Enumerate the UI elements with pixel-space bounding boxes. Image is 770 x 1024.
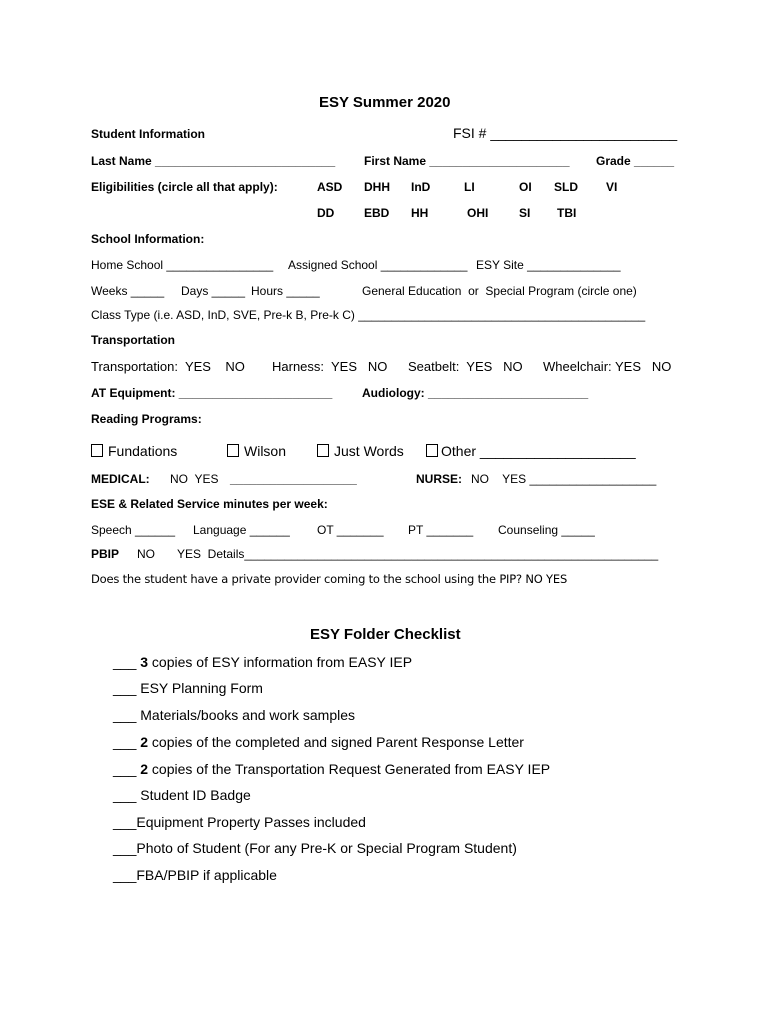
counseling-field[interactable]: Counseling _____ xyxy=(498,523,595,537)
checklist-text: copies of the completed and signed Parent Response Letter xyxy=(148,734,524,750)
checklist-blank[interactable]: ___ xyxy=(113,654,141,670)
eligibility-option[interactable]: LI xyxy=(464,180,475,194)
checkbox-icon[interactable] xyxy=(426,444,438,457)
first-name-field[interactable]: First Name _____________________ xyxy=(364,154,570,168)
eligibility-option[interactable]: ASD xyxy=(317,180,343,194)
speech-field[interactable]: Speech ______ xyxy=(91,523,176,537)
wilson-label: Wilson xyxy=(244,443,287,459)
checklist-item[interactable] xyxy=(113,815,366,829)
medical-choice[interactable]: NO YES xyxy=(170,472,219,486)
private-provider-question[interactable]: Does the student have a private provider coming to the school using the PIP? NO YES xyxy=(91,572,568,586)
student-info-heading: Student Information xyxy=(91,127,205,141)
eligibility-option[interactable]: SLD xyxy=(554,180,578,194)
checklist-count: 2 xyxy=(140,734,149,750)
hours-field[interactable]: Hours _____ xyxy=(251,284,320,298)
checklist-text: ESY Planning Form xyxy=(140,680,263,696)
transportation-choice[interactable]: Transportation: YES NO xyxy=(91,359,245,374)
fundations-checkbox[interactable] xyxy=(91,444,177,458)
harness-choice[interactable]: Harness: YES NO xyxy=(272,359,388,374)
pbip-details-field[interactable]: YES Details______________________________________________________________ xyxy=(177,547,659,561)
checklist-blank[interactable]: ___ xyxy=(113,867,137,883)
pbip-no-option[interactable]: NO xyxy=(137,547,155,561)
checklist-item[interactable] xyxy=(113,655,412,669)
eligibility-option[interactable]: TBI xyxy=(557,206,577,220)
checklist-text: Student ID Badge xyxy=(140,787,251,803)
class-type-field[interactable]: Class Type (i.e. ASD, InD, SVE, Pre-k B, Pre-k C) ___________________________________________ xyxy=(91,308,646,322)
days-field[interactable]: Days _____ xyxy=(181,284,246,298)
eligibility-option[interactable]: DD xyxy=(317,206,335,220)
checklist-text: copies of the Transportation Request Generated from EASY IEP xyxy=(148,761,551,777)
eligibilities-label: Eligibilities (circle all that apply): xyxy=(91,180,278,194)
weeks-field[interactable]: Weeks _____ xyxy=(91,284,165,298)
eligibility-option[interactable]: InD xyxy=(411,180,431,194)
checklist-item[interactable] xyxy=(113,708,355,722)
checklist-item[interactable] xyxy=(113,868,277,882)
checkbox-icon[interactable] xyxy=(91,444,103,457)
checklist-blank[interactable]: ___ xyxy=(113,840,137,856)
reading-programs-heading: Reading Programs: xyxy=(91,412,202,426)
nurse-label: NURSE: xyxy=(416,472,463,486)
fsi-field[interactable]: FSI # ________________________ xyxy=(453,125,678,141)
other-label: Other ____________________ xyxy=(441,443,636,459)
eligibility-option[interactable]: DHH xyxy=(364,180,390,194)
checklist-item[interactable] xyxy=(113,788,251,802)
eligibility-option[interactable]: OHI xyxy=(467,206,489,220)
checklist-blank[interactable]: ___ xyxy=(113,761,141,777)
transportation-heading: Transportation xyxy=(91,333,176,347)
medical-details-field[interactable]: ___________________ xyxy=(230,472,357,486)
just-words-checkbox[interactable] xyxy=(317,444,404,458)
eligibility-option[interactable]: SI xyxy=(519,206,531,220)
grade-field[interactable]: Grade ______ xyxy=(596,154,675,168)
nurse-choice[interactable]: NO YES ___________________ xyxy=(471,472,657,486)
at-equipment-field[interactable]: AT Equipment: _______________________ xyxy=(91,386,333,400)
wheelchair-choice[interactable]: Wheelchair: YES NO xyxy=(543,359,672,374)
pbip-label: PBIP xyxy=(91,547,120,561)
checklist-text: FBA/PBIP if applicable xyxy=(136,867,277,883)
home-school-field[interactable]: Home School ________________ xyxy=(91,258,274,272)
other-checkbox[interactable] xyxy=(426,444,636,458)
checklist-count: 2 xyxy=(140,761,149,777)
ot-field[interactable]: OT _______ xyxy=(317,523,384,537)
form-title: ESY Summer 2020 xyxy=(319,94,451,111)
audiology-field[interactable]: Audiology: ________________________ xyxy=(362,386,589,400)
medical-label: MEDICAL: xyxy=(91,472,150,486)
checkbox-icon[interactable] xyxy=(227,444,239,457)
pt-field[interactable]: PT _______ xyxy=(408,523,474,537)
language-field[interactable]: Language ______ xyxy=(193,523,290,537)
ese-heading: ESE & Related Service minutes per week: xyxy=(91,497,328,511)
checklist-blank[interactable]: ___ xyxy=(113,814,137,830)
checklist-blank[interactable]: ___ xyxy=(113,707,141,723)
checklist-item[interactable] xyxy=(113,735,524,749)
checklist-blank[interactable]: ___ xyxy=(113,680,141,696)
wilson-checkbox[interactable] xyxy=(227,444,286,458)
eligibility-option[interactable]: EBD xyxy=(364,206,390,220)
checklist-text: Equipment Property Passes included xyxy=(136,814,366,830)
checklist-blank[interactable]: ___ xyxy=(113,734,141,750)
checklist-count: 3 xyxy=(140,654,149,670)
checklist-text: Photo of Student (For any Pre-K or Special Program Student) xyxy=(136,840,517,856)
esy-site-field[interactable]: ESY Site ______________ xyxy=(476,258,621,272)
seatbelt-choice[interactable]: Seatbelt: YES NO xyxy=(408,359,523,374)
checklist-item[interactable] xyxy=(113,841,517,855)
checkbox-icon[interactable] xyxy=(317,444,329,457)
checklist-blank[interactable]: ___ xyxy=(113,787,141,803)
program-type-choice[interactable]: General Education or Special Program (circle one) xyxy=(362,284,637,298)
just-words-label: Just Words xyxy=(334,443,404,459)
checklist-text: Materials/books and work samples xyxy=(140,707,356,723)
assigned-school-field[interactable]: Assigned School _____________ xyxy=(288,258,468,272)
last-name-field[interactable]: Last Name ___________________________ xyxy=(91,154,336,168)
checklist-text: copies of ESY information from EASY IEP xyxy=(148,654,413,670)
checklist-item[interactable] xyxy=(113,762,550,776)
eligibility-option[interactable]: HH xyxy=(411,206,429,220)
fundations-label: Fundations xyxy=(108,443,178,459)
checklist-title: ESY Folder Checklist xyxy=(310,626,461,643)
eligibility-option[interactable]: OI xyxy=(519,180,532,194)
eligibility-option[interactable]: VI xyxy=(606,180,618,194)
school-info-heading: School Information: xyxy=(91,232,205,246)
checklist-item[interactable] xyxy=(113,681,263,695)
